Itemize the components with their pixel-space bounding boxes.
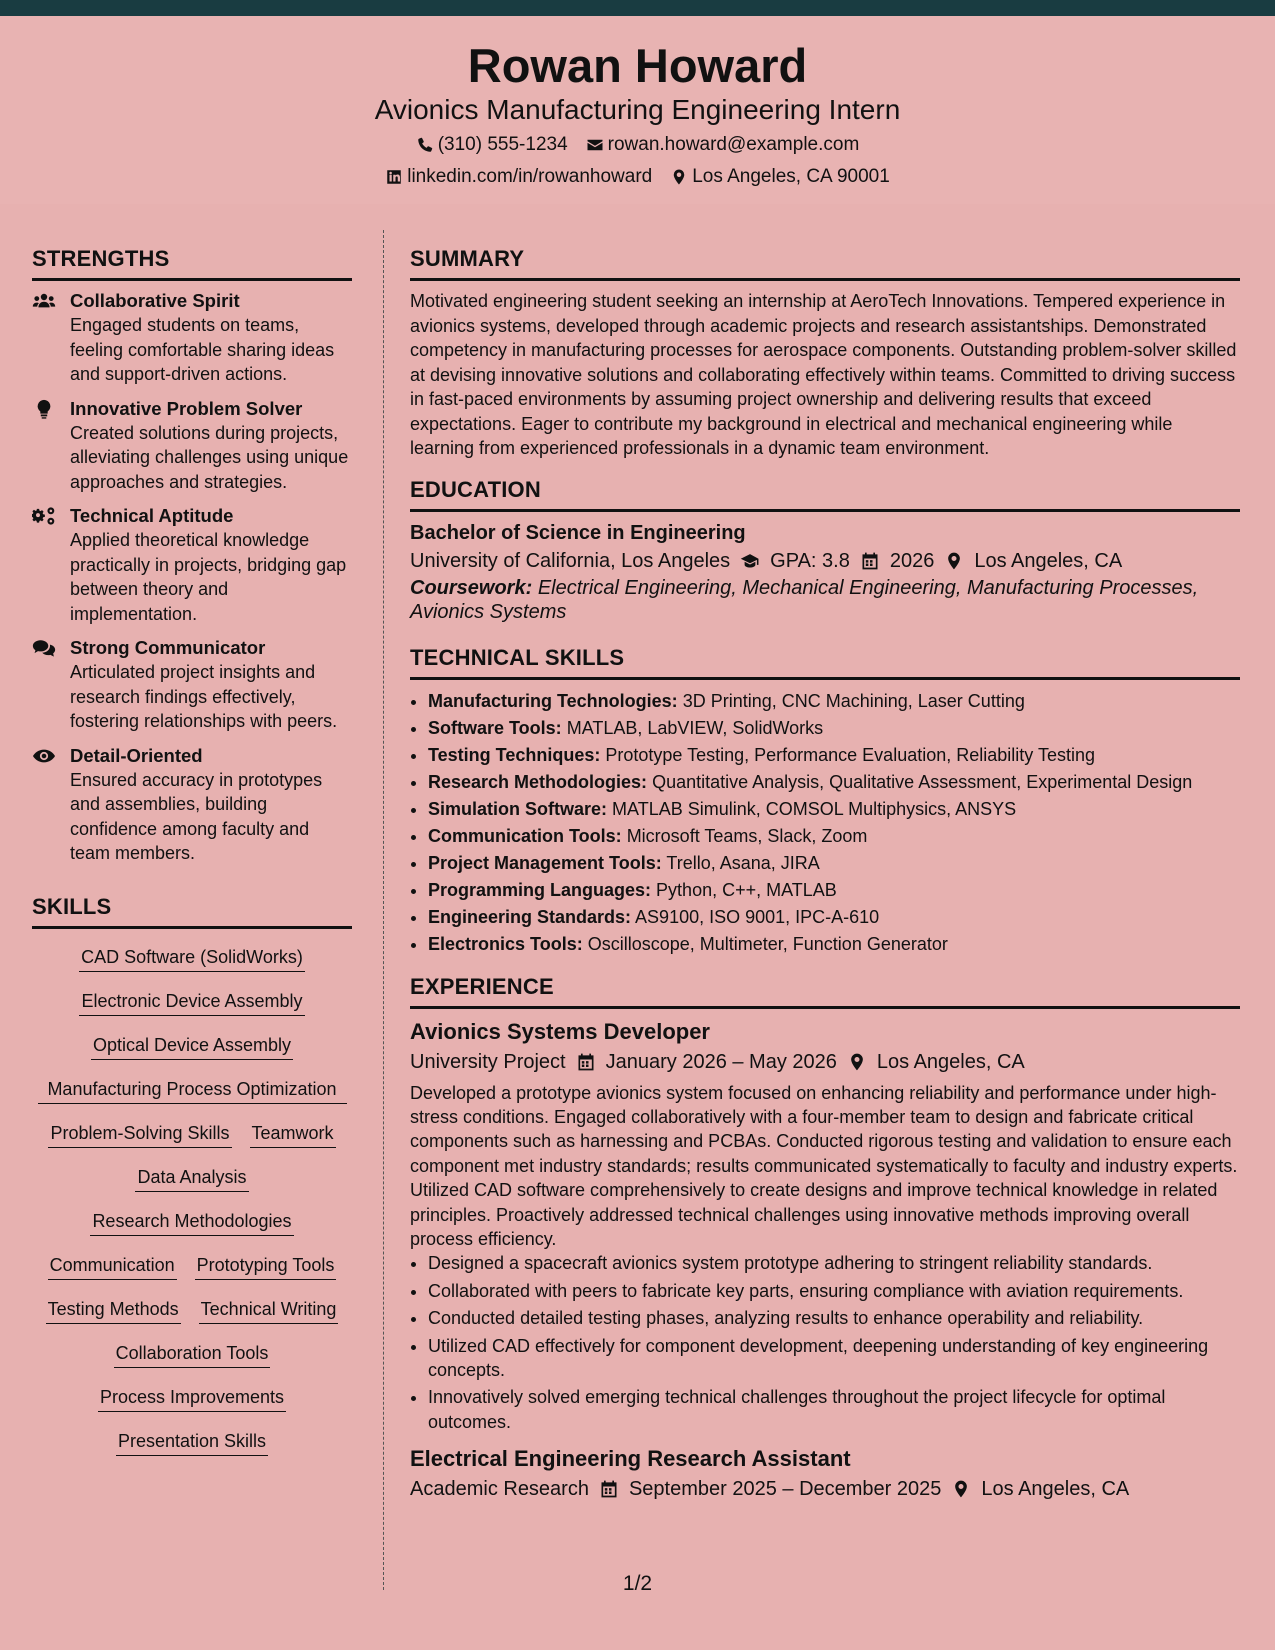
candidate-title: Avionics Manufacturing Engineering Intern (374, 94, 901, 125)
technical-skill-item (428, 850, 1240, 877)
gears-icon (32, 504, 70, 626)
strength-title: Innovative Problem Solver (70, 397, 303, 419)
technical-skill-value: MATLAB, LabVIEW, SolidWorks (566, 717, 824, 738)
technical-skill-value: MATLAB Simulink, COMSOL Multiphysics, ANSYS (612, 798, 1017, 819)
skill-tag: Electronic Device Assembly (79, 989, 304, 1016)
map-marker-icon (951, 1479, 971, 1499)
job-description: Developed a prototype avionics system focused on enhancing reliability and performance under high-stress conditions. Engaged collaboratively with a four-member team to design and fabricate critical components such as harnessing and PCBAs. Conducted rigorous testing and validation to ensure each component met industry standards; results communicated systematically to faculty and industry experts. Utilized CAD software comprehensively to create designs and improve technical knowledge in related principles. Proactively addressed technical challenges using innovative methods improving overall process efficiency. (410, 1082, 1238, 1249)
location-text: Los Angeles, CA 90001 (692, 166, 890, 187)
technical-skill-label: Programming Languages: (428, 879, 652, 900)
technical-skill-item (428, 904, 1240, 931)
coursework-list: Electrical Engineering, Mechanical Engineering, Manufacturing Processes, Avionics Systems (410, 576, 1199, 623)
skill-tag: Optical Device Assembly (91, 1033, 293, 1060)
job-bullet: • Conducted detailed testing phases, analyzing results to enhance operability and reliability. (428, 1306, 1240, 1330)
location-contact (670, 166, 890, 188)
strength-item (32, 744, 352, 866)
technical-skill-label: Electronics Tools: (428, 933, 583, 954)
technical-skill-value: Microsoft Teams, Slack, Zoom (626, 825, 868, 846)
technical-skill-value: AS9100, ISO 9001, IPC-A-610 (635, 906, 880, 927)
summary-text: Motivated engineering student seeking an internship at AeroTech Innovations. Tempered experience in avionics systems, developed through academic projects and research assistantships. Demonstrated competency in manufacturing processes for aerospace components. Outstanding problem-solver skilled at devising innovative solutions and collaborating effectively within teams. Committed to driving success in fast-paced environments by assuming project ownership and delivering results that exceed expectations. Eager to contribute my background in electrical and mechanical engineering while learning from experienced professionals in a dynamic team environment. (410, 291, 1237, 458)
strength-item (32, 636, 352, 734)
strength-item (32, 504, 352, 626)
strengths-list (32, 289, 352, 866)
email-contact[interactable] (586, 134, 860, 156)
technical-skill-value: Python, C++, MATLAB (656, 879, 837, 900)
summary-heading: SUMMARY (410, 246, 1240, 281)
job-bullet: • Designed a spacecraft avionics system prototype adhering to stringent reliability standards. (428, 1251, 1240, 1275)
technical-skill-label: Manufacturing Technologies: (428, 690, 678, 711)
linkedin-text[interactable]: linkedin.com/in/rowanhoward (407, 166, 653, 187)
skill-tag: Testing Methods (46, 1297, 181, 1324)
strength-title: Technical Aptitude (70, 505, 234, 526)
job-dates: January 2026 – May 2026 (605, 1050, 837, 1073)
experience-heading: EXPERIENCE (410, 974, 1240, 1009)
page-number: 1/2 (622, 1572, 653, 1595)
phone-text: (310) 555-1234 (437, 134, 568, 155)
technical-skill-label: Project Management Tools: (428, 852, 662, 873)
graduation-cap-icon (740, 551, 760, 571)
technical-skill-value: Prototype Testing, Performance Evaluation, Reliability Testing (605, 744, 1095, 765)
strength-description: Ensured accuracy in prototypes and assemblies, building confidence among faculty and team members. (70, 769, 323, 863)
envelope-icon (586, 136, 604, 154)
skill-tag: Collaboration Tools (114, 1341, 271, 1368)
job-bullet: • Innovatively solved emerging technical challenges throughout the project lifecycle for optimal outcomes. (428, 1385, 1240, 1434)
job-entry (410, 1444, 1240, 1504)
job-meta (410, 1474, 1240, 1504)
job-bullet: • Collaborated with peers to fabricate key parts, ensuring compliance with aviation requirements. (428, 1279, 1240, 1303)
technical-skill-value: Oscilloscope, Multimeter, Function Generator (587, 933, 948, 954)
gpa-text: GPA: 3.8 (770, 549, 850, 572)
lightbulb-icon (32, 397, 70, 495)
linkedin-contact[interactable] (385, 166, 652, 188)
education-meta (410, 546, 1240, 576)
phone-icon (416, 136, 434, 154)
skill-tag: Data Analysis (135, 1165, 248, 1192)
job-meta (410, 1047, 1240, 1077)
left-column (32, 246, 352, 1465)
graduation-year: 2026 (889, 549, 935, 572)
technical-skill-label: Testing Techniques: (428, 744, 601, 765)
job-entry (410, 1017, 1240, 1435)
candidate-name: Rowan Howard (467, 39, 808, 92)
education-heading: EDUCATION (410, 477, 1240, 512)
phone-contact (416, 134, 568, 156)
skill-tag: CAD Software (SolidWorks) (79, 945, 305, 972)
skill-tag: Teamwork (250, 1121, 336, 1148)
technical-skill-label: Simulation Software: (428, 798, 608, 819)
technical-skills-heading: TECHNICAL SKILLS (410, 645, 1240, 680)
map-marker-icon (670, 168, 688, 186)
comments-icon (32, 636, 70, 734)
technical-skill-value: Trello, Asana, JIRA (666, 852, 820, 873)
skills-heading: SKILLS (32, 894, 352, 929)
school-name: University of California, Los Angeles (410, 549, 731, 572)
column-divider (383, 230, 384, 1590)
technical-skill-item (428, 823, 1240, 850)
strength-item (32, 289, 352, 387)
job-bullet: • Utilized CAD effectively for component development, deepening understanding of key engineering concepts. (428, 1334, 1240, 1383)
job-dates: September 2025 – December 2025 (628, 1478, 942, 1501)
calendar-icon (599, 1479, 619, 1499)
strength-item (32, 397, 352, 495)
skill-tag: Problem-Solving Skills (48, 1121, 231, 1148)
degree-title: Bachelor of Science in Engineering (410, 521, 746, 544)
skill-tag: Manufacturing Process Optimization (38, 1077, 347, 1104)
job-bullets (410, 1251, 1240, 1434)
job-title: Avionics Systems Developer (410, 1018, 710, 1044)
users-icon (32, 289, 70, 387)
calendar-icon (576, 1052, 596, 1072)
eye-icon (32, 744, 70, 866)
strength-description: Created solutions during projects, alleviating challenges using unique approaches and strategies. (70, 422, 349, 492)
strength-description: Engaged students on teams, feeling comfortable sharing ideas and support-driven actions. (70, 315, 335, 384)
top-accent-bar (0, 0, 1275, 16)
strength-description: Articulated project insights and research findings effectively, fostering relationships with peers. (70, 662, 338, 731)
technical-skill-item (428, 715, 1240, 742)
right-column (410, 246, 1240, 1504)
technical-skill-value: 3D Printing, CNC Machining, Laser Cutting (682, 690, 1025, 711)
contact-row-1 (0, 134, 1275, 156)
skill-tag: Prototyping Tools (195, 1253, 337, 1280)
strength-title: Strong Communicator (70, 637, 266, 658)
job-org: University Project (410, 1050, 566, 1073)
coursework-label: Coursework: (410, 576, 533, 599)
technical-skill-label: Research Methodologies: (428, 771, 648, 792)
coursework (410, 576, 1240, 625)
strength-title: Collaborative Spirit (70, 290, 240, 311)
technical-skill-item (428, 796, 1240, 823)
map-marker-icon (847, 1052, 867, 1072)
skill-tag: Process Improvements (98, 1385, 286, 1412)
technical-skill-value: Quantitative Analysis, Qualitative Assessment, Experimental Design (652, 771, 1193, 792)
calendar-icon (860, 551, 880, 571)
job-org: Academic Research (410, 1478, 589, 1501)
technical-skill-item (428, 877, 1240, 904)
skills-list (32, 937, 352, 1465)
strengths-heading: STRENGTHS (32, 246, 352, 281)
skill-tag: Communication (48, 1253, 177, 1280)
skill-tag: Research Methodologies (90, 1209, 293, 1236)
resume-header (0, 16, 1275, 204)
strength-title: Detail-Oriented (70, 744, 203, 766)
map-marker-icon (944, 551, 964, 571)
technical-skill-label: Engineering Standards: (428, 906, 632, 927)
skill-tag: Presentation Skills (116, 1429, 268, 1456)
contact-row-2 (0, 166, 1275, 188)
technical-skills-list (410, 688, 1240, 958)
strength-description: Applied theoretical knowledge practically in projects, bridging gap between theory and implementation. (70, 530, 347, 624)
job-title: Electrical Engineering Research Assistant (410, 1446, 851, 1472)
skill-tag: Technical Writing (199, 1297, 339, 1324)
job-location: Los Angeles, CA (876, 1050, 1025, 1073)
technical-skill-label: Software Tools: (428, 717, 562, 738)
technical-skill-label: Communication Tools: (428, 825, 622, 846)
technical-skill-item (428, 742, 1240, 769)
technical-skill-item (428, 688, 1240, 715)
technical-skill-item (428, 931, 1240, 958)
technical-skill-item (428, 769, 1240, 796)
job-location: Los Angeles, CA (981, 1478, 1130, 1501)
education-location: Los Angeles, CA (974, 549, 1123, 572)
email-text[interactable]: rowan.howard@example.com (607, 134, 860, 155)
linkedin-icon (385, 168, 403, 186)
